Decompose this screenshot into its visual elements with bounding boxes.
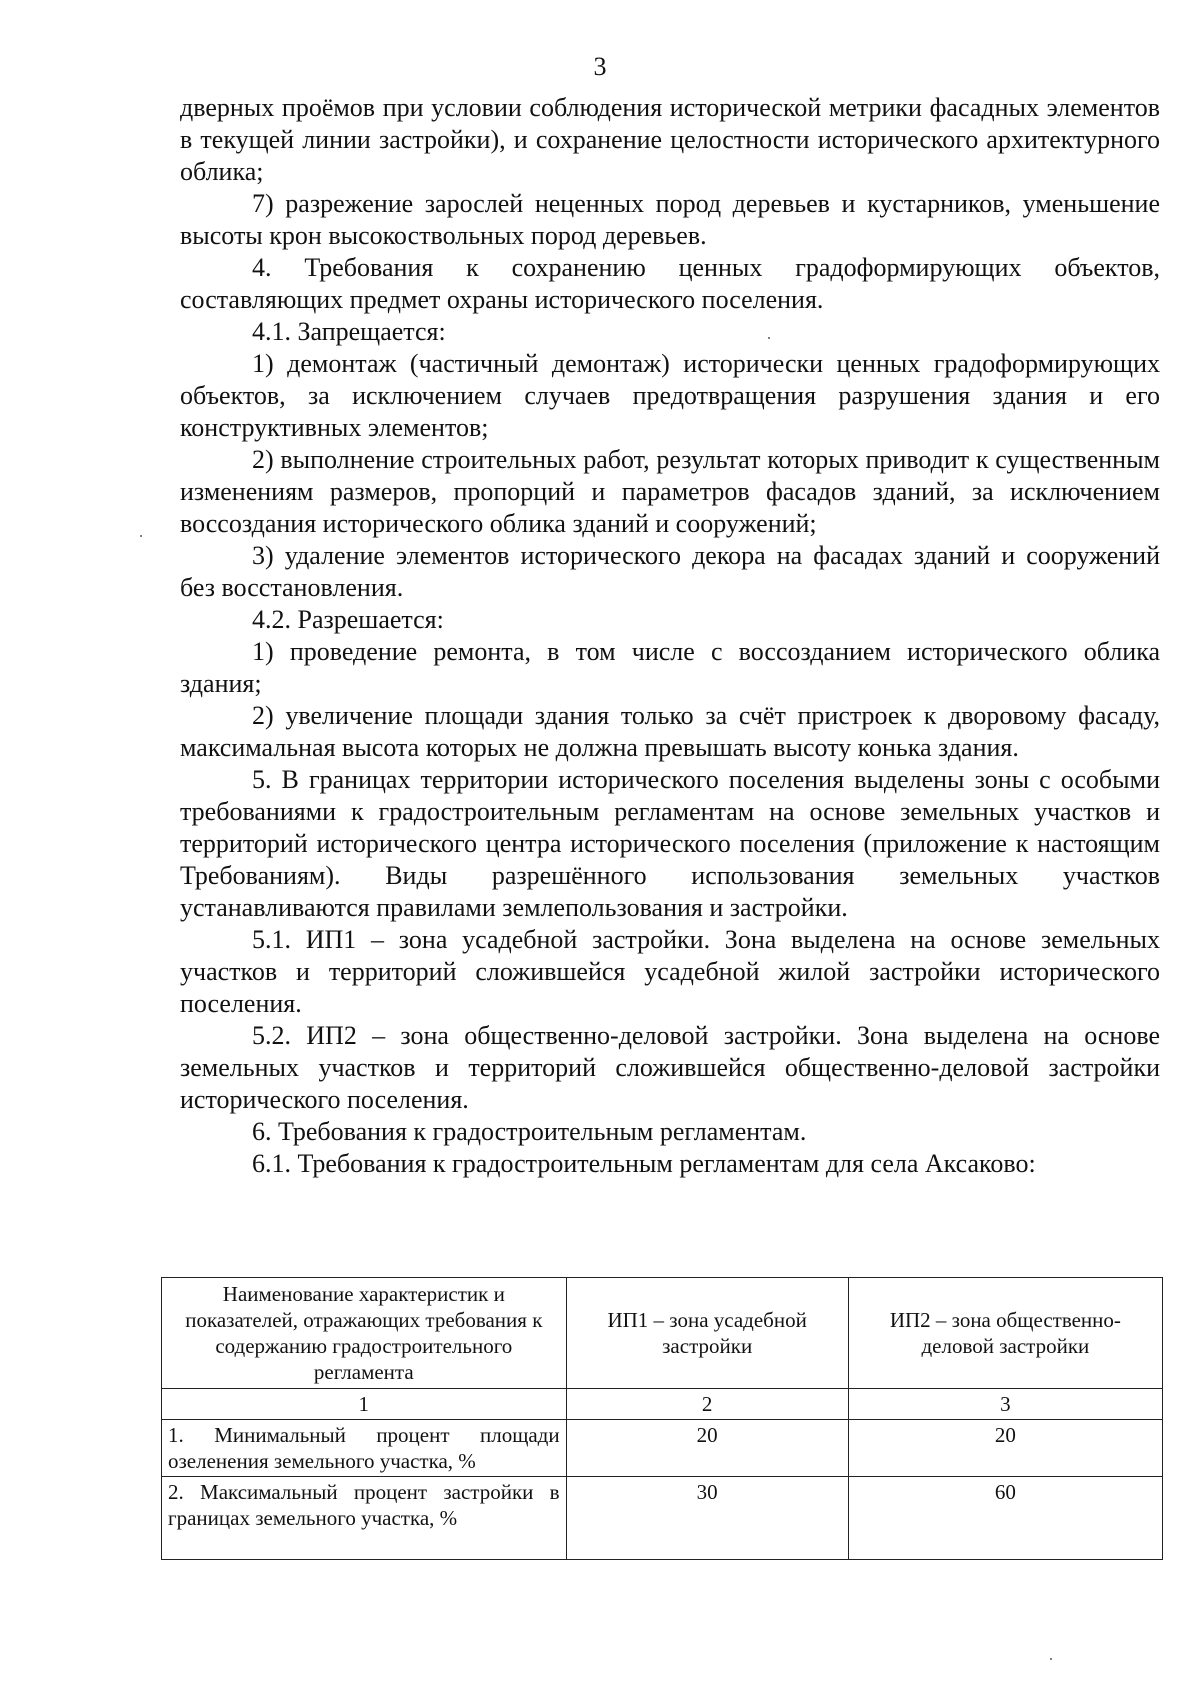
paragraph-section-5-2: 5.2. ИП2 – зона общественно-деловой застройки. Зона выделена на основе земельных участков и территорий сложившейся общественно-деловой застройки исторического поселения. <box>180 1021 1160 1114</box>
paragraph-section-5: 5. В границах территории исторического поселения выделены зоны с особыми требованиями к градостроительным регламентам на основе земельных участков и территорий исторического центра исторического поселения (приложение к настоящим Требованиям). Виды разрешённого использования земельных участков устанавливаются правилами землепользования и застройки. <box>180 765 1160 922</box>
scan-speck <box>768 337 770 339</box>
table-row <box>162 1420 1163 1477</box>
page-number: 3 <box>593 52 607 81</box>
paragraph-section-4: 4. Требования к сохранению ценных градоформирующих объектов, составляющих предмет охраны исторического поселения. <box>180 253 1160 314</box>
column-number-1: 1 <box>162 1389 567 1420</box>
paragraph-section-4-2: 4.2. Разрешается: <box>252 605 444 634</box>
table-row <box>162 1477 1163 1560</box>
header-characteristics: Наименование характеристик и показателей, отражающих требования к содержанию градостроительного регламента <box>162 1278 567 1389</box>
paragraph-item-7: 7) разрежение зарослей неценных пород деревьев и кустарников, уменьшение высоты крон высокоствольных пород деревьев. <box>180 189 1160 250</box>
row-ip2-value: 20 <box>848 1420 1162 1477</box>
paragraph-prohibit-1: 1) демонтаж (частичный демонтаж) исторически ценных градоформирующих объектов, за исключением случаев предотвращения разрушения здания и его конструктивных элементов; <box>180 349 1160 442</box>
row-name-cell: 1. Минимальный процент площади озеленения земельного участка, % <box>162 1420 567 1477</box>
row-ip1-value: 20 <box>566 1420 848 1477</box>
row-ip2-value: 60 <box>848 1477 1162 1560</box>
regulations-table <box>161 1277 1163 1560</box>
scan-speck <box>1050 1658 1052 1660</box>
paragraph-section-4-1: 4.1. Запрещается: <box>252 317 446 346</box>
paragraph-allow-2: 2) увеличение площади здания только за счёт пристроек к дворовому фасаду, максимальная высота которых не должна превышать высоту конька здания. <box>180 701 1160 762</box>
paragraph-allow-1: 1) проведение ремонта, в том числе с воссозданием исторического облика здания; <box>180 637 1160 698</box>
table-column-numbers-row <box>162 1389 1163 1420</box>
paragraph-section-6-1: 6.1. Требования к градостроительным регламентам для села Аксаково: <box>252 1149 1036 1178</box>
column-number-3: 3 <box>848 1389 1162 1420</box>
header-zone-ip1: ИП1 – зона усадебной застройки <box>566 1278 848 1389</box>
scan-speck <box>140 535 142 537</box>
row-ip1-value: 30 <box>566 1477 848 1560</box>
table-header-row <box>162 1278 1163 1389</box>
paragraph-section-6: 6. Требования к градостроительным регламентам. <box>252 1117 807 1146</box>
body-text <box>180 92 1160 1180</box>
paragraph-continuation: дверных проёмов при условии соблюдения исторической метрики фасадных элементов в текущей линии застройки), и сохранение целостности исторического архитектурного облика; <box>180 93 1160 186</box>
paragraph-prohibit-3: 3) удаление элементов исторического декора на фасадах зданий и сооружений без восстановления. <box>180 541 1160 602</box>
header-zone-ip2: ИП2 – зона общественно-деловой застройки <box>848 1278 1162 1389</box>
paragraph-section-5-1: 5.1. ИП1 – зона усадебной застройки. Зона выделена на основе земельных участков и территорий сложившейся усадебной жилой застройки исторического поселения. <box>180 925 1160 1018</box>
paragraph-prohibit-2: 2) выполнение строительных работ, результат которых приводит к существенным изменениям размеров, пропорций и параметров фасадов зданий, за исключением воссоздания исторического облика зданий и сооружений; <box>180 445 1160 538</box>
column-number-2: 2 <box>566 1389 848 1420</box>
row-name-cell: 2. Максимальный процент застройки в границах земельного участка, % <box>162 1477 567 1560</box>
